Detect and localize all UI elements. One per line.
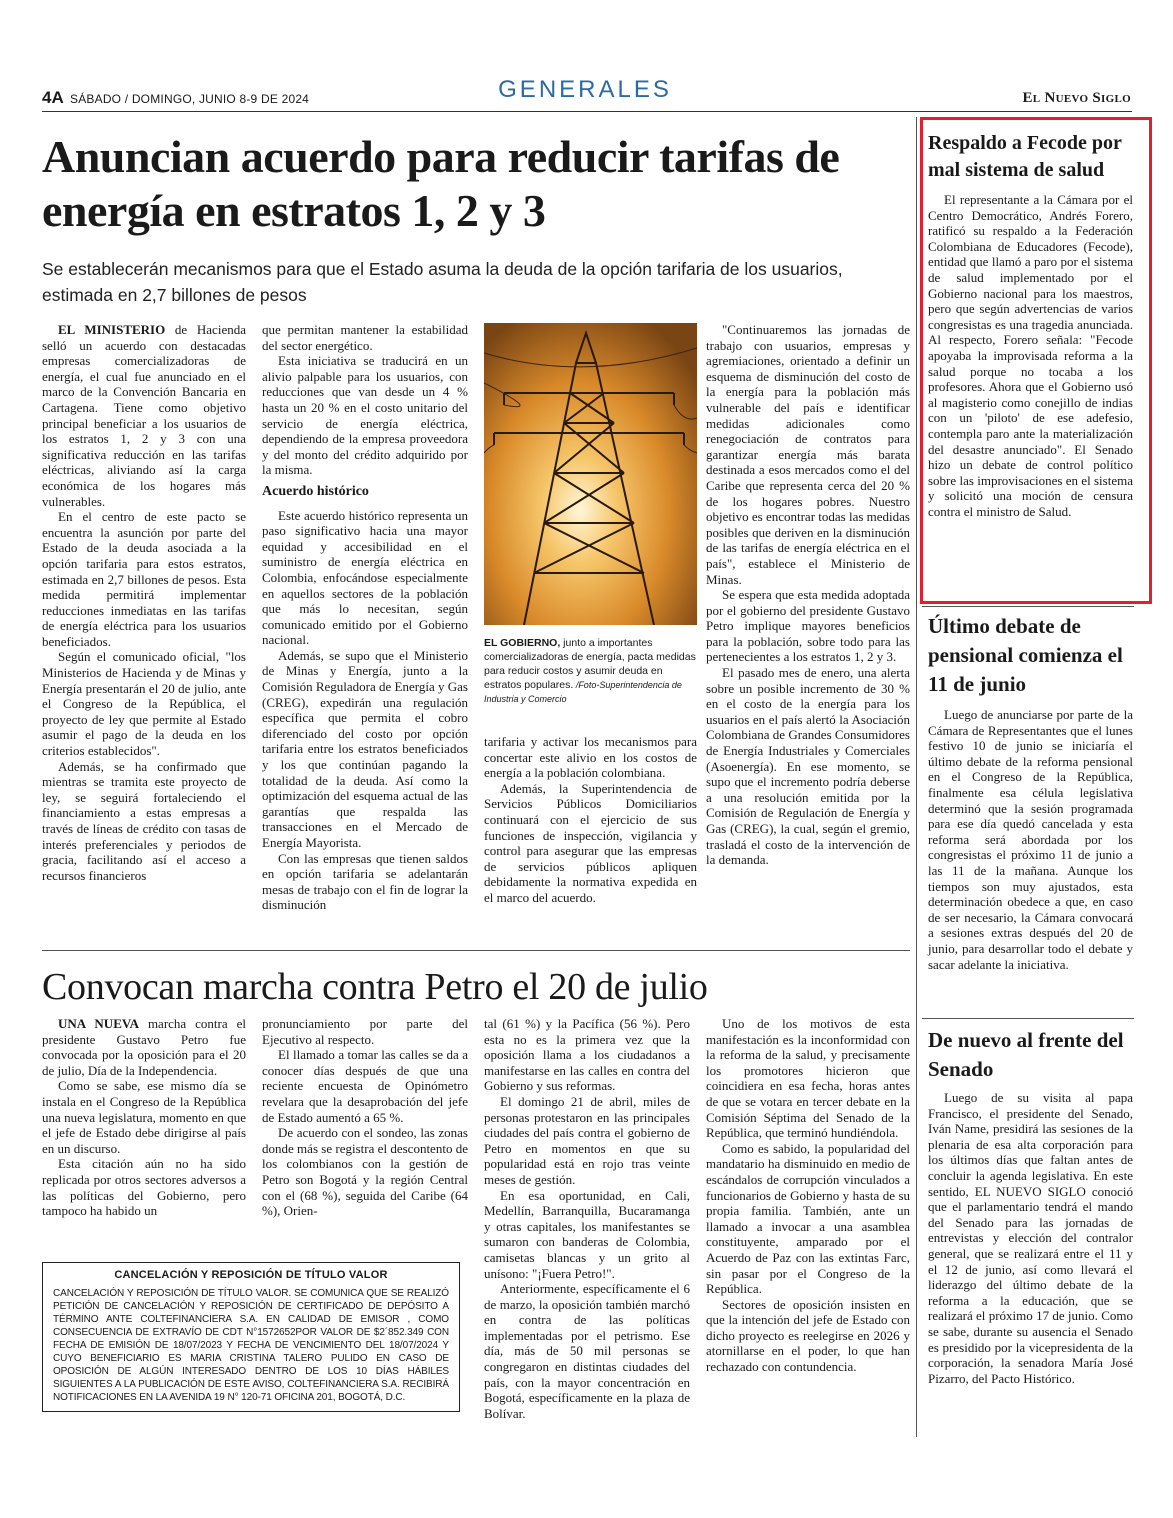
paragraph: Este acuerdo histórico representa un paso significativo hacia una mayor equidad y accesibilidad en el suministro de energía eléctrica en Colombia, enfocándose especialmente en aquellos sectores de la población que más lo necesitan, según comunicado emitido por el Gobierno nacional. [262,507,468,648]
paragraph: Además, se supo que el Ministerio de Minas y Energía, junto a la Comisión Reguladora de Energía y Gas (CREG), expedirán una regulación específica que permita el cobro diferenciado del costo por opción tarifaria entre los estratos beneficiados y los que continúan pagando la totalidad de la deuda. Así como la optimización del esquema actual de las garantías que respalda las transacciones en el Mercado de Energía Mayorista. [262,647,468,850]
paragraph: En el centro de este pacto se encuentra la asunción por parte del Estado de la deuda asociada a la opción tarifaria para estos estratos, estimada en 2,7 billones de pesos. Esta medida permitirá implementar reducciones inmediatas en las tarifas de energía eléctrica para los usuarios beneficiados. [42,509,246,649]
paragraph: El llamado a tomar las calles se da a conocer días después de que una reciente encuesta de Opinómetro revelara que la desaprobación del jefe de Estado aumentó a 65 %. [262,1047,468,1125]
sidebar-item-1 [928,130,1133,519]
newspaper-brand: El Nuevo Siglo [1022,90,1131,106]
paragraph: Además, se ha confirmado que mientras se tramita este proyecto de ley, se seguirá fortaleciendo el financiamiento a estas empresas a través de líneas de crédito con tasas de interés preferenciales y periodos de gracia, facilitando así el acceso a recursos financieros [42,758,246,883]
second-column-3 [484,1016,690,1421]
paragraph: marcha contra el presidente Gustavo Petro fue convocada por la oposición para el 20 de julio, Día de la Independencia. [42,1016,246,1078]
header-rule [42,111,1132,112]
sidebar-headline: Respaldo a Fecode por mal sistema de salud [928,132,1122,181]
page-number: 4A [42,88,64,107]
main-column-4 [706,322,910,868]
second-headline: Convocan marcha contra Petro el 20 de julio [42,966,708,1008]
notice-body: CANCELACIÓN Y REPOSICIÓN DE TÍTULO VALOR. SE COMUNICA QUE SE REALIZÓ PETICIÓN DE CANCELACIÓN Y REPOSICIÓN DE CERTIFICADO DE DEPÓSITO A TÉRMINO ANTE COLTEFINANCIERA S.A. EN CALIDAD DE EMISOR , COMO CONSECUENCIA DE EXTRAVÍO DE CDT N°1572652POR VALOR DE $2´852.349 CON FECHA DE EMISIÓN DE 18/07/2023 Y FECHA DE VENCIMIENTO DEL 18/07/2024 Y CUYO BENEFICIARIO ES MARIA CRISTINA TALERO PULIDO EN CASO DE OPOSICIÓN DE ALGÚN INTERESADO DENTRO DE LOS 10 DÍAS HÁBILES SIGUIENTES A LA PUBLICACIÓN DE ESTE AVISO, COLTEFINANCIERA S.A. RECIBIRÁ NOTIFICACIONES EN LA AVENIDA 19 N° 120-71 OFICINA 201, BOGOTÁ, D.C. [53,1288,449,1403]
paragraph: Uno de los motivos de esta manifestación es la inconformidad con la reforma de la salud, y precisamente los promotores hicieron que coincidiera en esa fecha, horas antes de que se votara en tercer debate en la Comisión Séptima del Senado de la República, que terminó hundiéndola. [706,1016,910,1141]
caption-lead: EL GOBIERNO, [484,637,561,649]
dateline: SÁBADO / DOMINGO, JUNIO 8-9 DE 2024 [70,92,310,106]
paragraph: de Hacienda selló un acuerdo con destacadas empresas comercializadoras de energía, el cual fue anunciado en el marco de la Convención Bancaria en Cartagena. Tiene como objetivo principal beneficiar a los usuarios de los estratos 1, 2 y 3 con una significativa reducción en las tarifas eléctricas, aliviando así la carga económica de los hogares más vulnerables. [42,322,246,509]
main-column-2 [262,322,468,913]
paragraph: Como se sabe, ese mismo día se instala en el Congreso de la República una nueva legislatura, momento en que el jefe de Estado debe dirigirse al país en un discurso. [42,1078,246,1156]
sidebar-item-3 [928,1026,1133,1386]
paragraph: Se espera que esta medida adoptada por el gobierno del presidente Gustavo Petro implique mayores beneficios para la población, sobre todo para las pertenecientes a los estratos 1, 2 y 3. [706,587,910,665]
second-column-1 [42,1016,246,1219]
second-column-2 [262,1016,468,1219]
paragraph: pronunciamiento por parte del Ejecutivo al respecto. [262,1016,468,1047]
main-headline: Anuncian acuerdo para reducir tarifas de energía en estratos 1, 2 y 3 [42,131,840,236]
legal-notice-box [42,1262,460,1412]
photo-caption [484,636,697,706]
paragraph: que permitan mantener la estabilidad del sector energético. [262,322,468,353]
paragraph: tarifaria y activar los mecanismos para concertar este alivio en los costos de energía a la población colombiana. [484,734,697,781]
subhead: Acuerdo histórico [262,483,369,499]
paragraph: Según el comunicado oficial, "los Ministerios de Hacienda y de Minas y Energía presentarán el 20 de julio, ante el Congreso de la República, el proyecto de ley que permite al Estado asumir el pago de la deuda en los criterios establecidos". [42,649,246,759]
paragraph: Luego de anunciarse por parte de la Cámara de Representantes que el lunes festivo 10 de junio se iniciaría el último debate de la reforma pensional en el Congreso de la República, finalmente esa célula legislativa determinó que la sesión programada para ese día quedó cancelada y esta reforma será abordada por los congresistas el próximo 11 de junio a las 11 de la mañana. Aunque los tiempos son muy ajustados, esta determinación obedece a que, en caso de ser necesario, la Cámara convocará a sesiones extras después del 20 de junio, para desarrollar todo el debate y sacar adelante la iniciativa. [928,707,1133,972]
paragraph: El representante a la Cámara por el Centro Democrático, Andrés Forero, ratificó su respaldo a la Federación Colombiana de Educadores (Fecode), entidad que llamó a paro por el sistema de salud implementado por el Gobierno nacional para los maestros, pero que según advertencias de varios congresistas es una tragedia anunciada. Al respecto, Forero señala: "Fecode apoyaba la improvisada reforma a la salud porque no tocaba a los profesores. Ahora que el Gobierno usó al magisterio como conejillo de indias con un 'piloto' de ese adefesio, contempla paro ante la materialización del desastre anunciado". El Senado hizo un debate de control político sobre las improvisaciones en el sistema y solicitó una moción de censura contra el ministro de Salud. [928,192,1133,519]
paragraph: Anteriormente, específicamente el 6 de marzo, la oposición también marchó en contra de las políticas implementadas por el petrismo. Ese día, más de 50 mil personas se congregaron en distintas ciudades del país, con la mayor concentración en Bogotá, específicamente en la plaza de Bolívar. [484,1281,690,1421]
paragraph: Sectores de oposición insisten en que la intención del jefe de Estado con dicho proyecto es reelegirse en 2026 y atornillarse en el poder, lo que han rechazado con contundencia. [706,1296,910,1375]
paragraph: El domingo 21 de abril, miles de personas protestaron en las principales ciudades del país contra el gobierno de Petro en momentos en que su popularidad está en rojo tras veinte meses de gestión. [484,1093,690,1187]
paragraph: tal (61 %) y la Pacífica (56 %). Pero esta no es la primera vez que la oposición llama a los ciudadanos a manifestarse en las calles en contra del Gobierno y sus reformas. [484,1016,690,1094]
paragraph: Luego de su visita al papa Francisco, el presidente del Senado, Iván Name, presidirá las sesiones de la plenaria de esa alta corporación para los últimos días que faltan antes de concluir la agenda legislativa. En este sentido, EL NUEVO SIGLO conoció que el parlamentario tendrá el mando del Senado para las jornadas de entrevistas y elección del contralor general, que se realizará entre el 11 y el 12 de junio, así como llevará el liderazgo del último debate de la reforma a la educación, que se realizará el próximo 17 de junio. Como se sabe, durante su ausencia el Senado es presidido por la vicepresidenta de la corporación, la senadora María José Pizarro, del Pacto Histórico. [928,1090,1133,1386]
sidebar-rule [922,1018,1134,1019]
paragraph: "Continuaremos las jornadas de trabajo con usuarios, empresas y agremiaciones, orientado a definir un esquema de disminución del costo de la energía para la población más vulnerable del país e identificar medidas adicionales como renegociación de contratos para garantizar energía más barata destinada a esos mercados como el del Caribe que representa cerca del 20 % de los hogares pobres. Nuestro objetivo es encontrar todas las medidas posibles que deriven en la disminución de las tarifas de energía eléctrica en el país", establece el Ministerio de Minas. [706,322,910,587]
notice-title: CANCELACIÓN Y REPOSICIÓN DE TÍTULO VALOR [114,1269,388,1281]
paragraph: Esta citación aún no ha sido replicada por otros sectores adversos a las políticas del Gobierno, pero tampoco ha habido un [42,1156,246,1219]
power-tower-photo [484,323,697,625]
section-title: GENERALES [498,76,672,103]
sidebar-item-2 [928,612,1133,972]
sidebar-headline: Último debate de pensional comienza el 11 de junio [928,614,1123,696]
paragraph: El pasado mes de enero, una alerta sobre un posible incremento de 30 % en el costo de la energía para los usuarios en el país alertó la Asociación Colombiana de Grandes Consumidores de Energía Industriales y Comerciales (Asoenergía). En ese momento, se supo que el incremento podría deberse a una resolución emitida por la Comisión de Regulación de Energía y Gas (CREG), la cual, según el gremio, trasladá el costo de la intervención de la demanda. [706,665,910,868]
paragraph: Esta iniciativa se traducirá en un alivio palpable para los usuarios, con reducciones que van desde un 4 % hasta un 20 % en el costo unitario del servicio de energía eléctrica, dependiendo de la empresa proveedora y del monto del crédito adquirido por la misma. [262,353,468,478]
paragraph: De acuerdo con el sondeo, las zonas donde más se registra el descontento de los colombianos con la gestión de Petro son Bogotá y la región Central con el (68 %), seguida del Caribe (64 %), Orien- [262,1125,468,1219]
photo-credit: /Foto-Superintendencia de Industria y Comercio [484,680,682,704]
paragraph: Con las empresas que tienen saldos en opción tarifaria se adelantarán mesas de trabajo con el fin de lograr la disminución [262,850,468,913]
paragraph: Además, la Superintendencia de Servicios Públicos Domiciliarios continuará con el ejercicio de sus funciones de inspección, vigilancia y control para asegurar que las empresas de servicios públicos apliquen debidamente la normativa expedida en el marco del acuerdo. [484,780,697,905]
caption-text: junto a importantes comercializadoras de energía, pacta medidas para reducir costos y asumir deuda en estratos populares. [484,637,696,691]
main-column-3 [484,734,697,906]
lead-in: UNA NUEVA [58,1016,139,1031]
second-column-4 [706,1016,910,1375]
paragraph: En esa oportunidad, en Cali, Medellín, Barranquilla, Bucaramanga y otras capitales, los manifestantes se sumaron con banderas de Colombia, camisetas blancas y un grito al unísono: "¡Fuera Petro!". [484,1187,690,1281]
paragraph: Como es sabido, la popularidad del mandatario ha disminuido en medio de escándalos de corrupción vinculados a funcionarios de Gobierno y hasta de su propia familia. También, ante un llamado a invocar a una asamblea constituyente, amparado por el Acuerdo de Paz con las extintas Farc, sin pasar por el Congreso de la República. [706,1140,910,1297]
sidebar-rule [922,606,1134,607]
sidebar-headline: De nuevo al frente del Senado [928,1028,1124,1081]
sidebar-divider [916,117,917,1437]
main-column-1 [42,322,246,883]
lead-in: EL MINISTERIO [58,322,166,337]
main-dek: Se establecerán mecanismos para que el Estado asuma la deuda de la opción tarifaria de los usuarios, estimada en 2,7 billones de pesos [42,259,843,305]
article-divider [42,950,910,951]
